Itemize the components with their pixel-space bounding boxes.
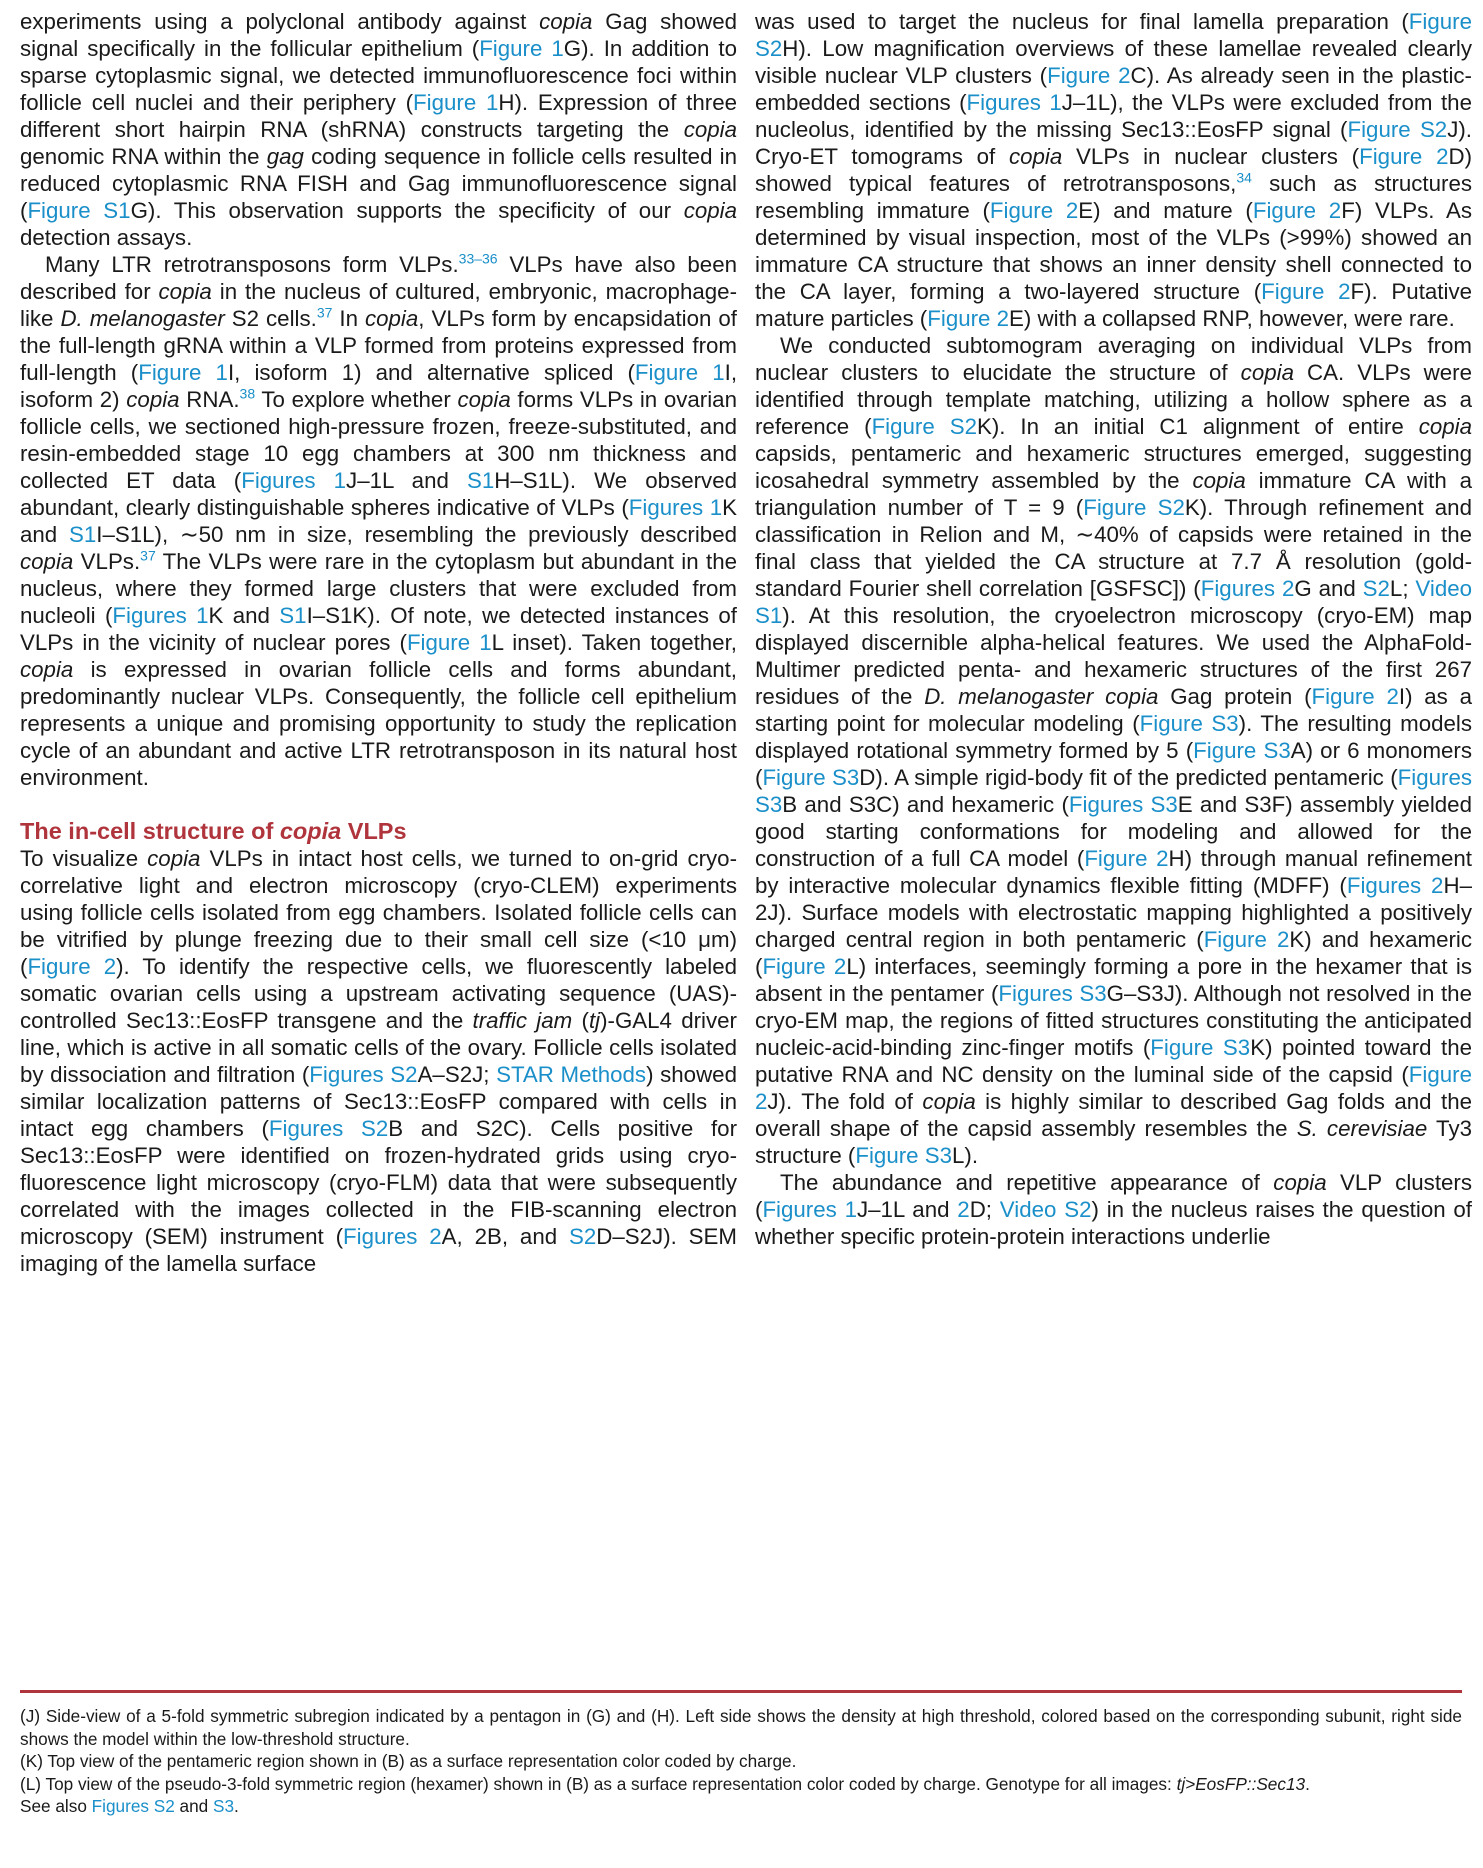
figure-reference-link[interactable]: Figure 2 — [755, 1062, 1472, 1114]
figure-reference-link[interactable]: Figure S3 — [762, 765, 860, 790]
figure-reference-link[interactable]: Figure 1 — [479, 36, 564, 61]
italic-term: D. melanogaster — [60, 306, 225, 331]
figure-reference-link[interactable]: Figure 2 — [1252, 198, 1342, 223]
italic-term: tj>EosFP::Sec13 — [1176, 1773, 1306, 1794]
figure-reference-link[interactable]: Figures S2 — [268, 1116, 389, 1141]
figure-reference-link[interactable]: Figures S2 — [309, 1062, 418, 1087]
left-text-column — [20, 8, 737, 1277]
figure-reference-link[interactable]: Figure 2 — [1084, 846, 1169, 871]
figure-reference-link[interactable]: Figures S2 — [91, 1796, 175, 1817]
figure-caption — [20, 1705, 1462, 1818]
caption-divider — [20, 1690, 1462, 1693]
figure-reference-link[interactable]: S1 — [279, 603, 307, 628]
citation-superscript[interactable]: 33–36 — [458, 250, 498, 267]
figure-reference-link[interactable]: Figures 2 — [1200, 576, 1295, 601]
italic-term: gag — [266, 144, 304, 169]
body-paragraph: Many LTR retrotransposons form VLPs.$^{33-36}$ VLPs have also been described for copia in the nucleus of cultured, embryonic, macrophage-like D. melanogaster S2 cells.$^{37}$ In copia, VLPs form by encapsidation of the full-length gRNA within a VLP formed from proteins expressed from full-length (Figure 1I, isoform 1) and alternative spliced (Figure 1I, isoform 2) copia RNA.$^{38}$ To explore whether copia forms VLPs in ovarian follicle cells, we sectioned high-pressure frozen, freeze-substituted, and resin-embedded stage 10 egg chambers at 300 nm thickness and collected ET data (Figures 1J–1L and S1H–S1L). We observed abundant, clearly distinguishable spheres indicative of VLPs (Figures 1K and S1I–S1L), ∼50 nm in size, resembling the previously described copia VLPs.$^{37}$ The VLPs were rare in the cytoplasm but abundant in the nucleus, where they formed large clusters that were excluded from nucleoli (Figures 1K and S1I–S1K). Of note, we detected instances of VLPs in the vicinity of nuclear pores (Figure 1L inset). Taken together, copia is expressed in ovarian follicle cells and forms abundant, predominantly nuclear VLPs. Consequently, the follicle cell epithelium represents a unique and promising opportunity to study the replication cycle of an abundant and active LTR retrotransposon in its natural host environment. — [20, 250, 738, 790]
figure-reference-link[interactable]: Figures S3 — [998, 981, 1107, 1006]
italic-term: copia — [1240, 360, 1294, 385]
caption-line: (J) Side-view of a 5-fold symmetric subregion indicated by a pentagon in (G) and (H). Left side shows the density at high threshold, colored based on the corresponding subunit, right side shows the model within the low-threshold structure. — [20, 1706, 1462, 1749]
italic-term: copia — [279, 818, 342, 844]
figure-reference-link[interactable]: Figure 1 — [406, 630, 492, 655]
italic-term: S. cerevisiae — [1296, 1116, 1428, 1141]
figure-reference-link[interactable]: Figure 2 — [1047, 63, 1131, 88]
figure-reference-link[interactable]: Figure 1 — [634, 360, 725, 385]
figure-reference-link[interactable]: S1 — [68, 522, 97, 547]
body-paragraph: experiments using a polyclonal antibody against copia Gag showed signal specifically in the follicular epithelium (Figure 1G). In addition to sparse cytoplasmic signal, we detected immunofluorescence foci within follicle cell nuclei and their periphery (Figure 1H). Expression of three different short hairpin RNA (shRNA) constructs targeting the copia genomic RNA within the gag coding sequence in follicle cells resulted in reduced cytoplasmic RNA FISH and Gag immunofluorescence signal (Figure S1G). This observation supports the specificity of our copia detection assays. — [20, 9, 738, 250]
figure-reference-link[interactable]: Figure 2 — [27, 954, 117, 979]
italic-term: copia — [1418, 414, 1472, 439]
body-paragraph: was used to target the nucleus for final lamella preparation (Figure S2H). Low magnification overviews of these lamellae revealed clearly visible nuclear VLP clusters (Figure 2C). As already seen in the plastic-embedded sections (Figures 1J–1L), the VLPs were excluded from the nucleolus, identified by the missing Sec13::EosFP signal (Figure S2J). Cryo-ET tomograms of copia VLPs in nuclear clusters (Figure 2D) showed typical features of retrotransposons,$^{34}$ such as structures resembling immature (Figure 2E) and mature (Figure 2F) VLPs. As determined by visual inspection, most of the VLPs (>99%) showed an immature CA structure that shows an inner density shell connected to the CA layer, forming a two-layered structure (Figure 2F). Putative mature particles (Figure 2E) with a collapsed RNP, however, were rare. — [755, 9, 1473, 331]
figure-reference-link[interactable]: Figures 1 — [112, 603, 209, 628]
figure-reference-link[interactable]: Figure 2 — [1261, 279, 1351, 304]
figure-reference-link[interactable]: Video S2 — [999, 1197, 1092, 1222]
figure-reference-link[interactable]: Figure 2 — [1359, 144, 1449, 169]
citation-superscript[interactable]: 34 — [1236, 169, 1252, 186]
figure-reference-link[interactable]: Figures 1 — [762, 1197, 857, 1222]
italic-term: copia — [364, 306, 419, 331]
figure-reference-link[interactable]: Figures 1 — [966, 90, 1062, 115]
figure-reference-link[interactable]: Figure 2 — [927, 306, 1010, 331]
figure-reference-link[interactable]: Figure S1 — [27, 198, 131, 223]
figure-reference-link[interactable]: Figure 2 — [762, 954, 847, 979]
figure-reference-link[interactable]: Figure 2 — [1311, 684, 1399, 709]
body-paragraph: The abundance and repetitive appearance of copia VLP clusters (Figures 1J–1L and 2D; Video S2) in the nucleus raises the question of whether specific protein-protein interactions underlie — [755, 1170, 1472, 1249]
figure-reference-link[interactable]: Figures 1 — [628, 495, 723, 520]
body-paragraph: We conducted subtomogram averaging on individual VLPs from nuclear clusters to elucidate the structure of copia CA. VLPs were identified through template matching, utilizing a hollow sphere as a reference (Figure S2K). In an initial C1 alignment of entire copia capsids, pentameric and hexameric structures emerged, suggesting icosahedral symmetry assembled by the copia immature CA with a triangulation number of T = 9 (Figure S2K). Through refinement and classification in Relion and M, ∼40% of capsids were retained in the final class that yielded the CA structure at 7.7 Å resolution (gold-standard Fourier shell correlation [GSFSC]) (Figures 2G and S2L; Video S1). At this resolution, the cryoelectron microscopy (cryo-EM) map displayed discernible alpha-helical features. We used the AlphaFold-Multimer predicted penta- and hexameric structures of the first 267 residues of the D. melanogaster copia Gag protein (Figure 2I) as a starting point for molecular modeling (Figure S3). The resulting models displayed rotational symmetry formed by 5 (Figure S3A) or 6 monomers (Figure S3D). A simple rigid-body fit of the predicted pentameric (Figures S3B and S3C) and hexameric (Figures S3E and S3F) assembly yielded good starting conformations for modeling and allowed for the construction of a full CA model (Figure 2H) through manual refinement by interactive molecular dynamics flexible fitting (MDFF) (Figures 2H–2J). Surface models with electrostatic mapping highlighted a positively charged central region in both pentameric (Figure 2K) and hexameric (Figure 2L) interfaces, seemingly forming a pore in the hexamer that is absent in the pentamer (Figures S3G–S3J). Although not resolved in the cryo-EM map, the regions of fitted structures constituting the anticipated nucleic-acid-binding zinc-finger motifs (Figure S3K) pointed toward the putative RNA and NC density on the luminal side of the capsid (Figure 2J). The fold of copia is highly similar to described Gag folds and the overall shape of the capsid assembly resembles the S. cerevisiae Ty3 structure (Figure S3L). — [755, 333, 1473, 1168]
figure-reference-link[interactable]: Figure S2 — [871, 414, 977, 439]
italic-term: copia — [158, 279, 212, 304]
italic-term: tj — [588, 1008, 601, 1033]
citation-superscript[interactable]: 37 — [140, 547, 156, 564]
figure-reference-link[interactable]: Figures 2 — [343, 1224, 442, 1249]
caption-line: (L) Top view of the pseudo-3-fold symmetric region (hexamer) shown in (B) as a surface representation color coded by charge. Genotype for all images: tj>EosFP::Sec13. — [20, 1773, 1310, 1794]
italic-term: copia — [20, 657, 74, 682]
figure-reference-link[interactable]: Figure 1 — [138, 360, 228, 385]
citation-superscript[interactable]: 37 — [316, 304, 333, 321]
italic-term: copia — [147, 846, 201, 871]
figure-reference-link[interactable]: S2 — [568, 1224, 597, 1249]
italic-term: copia — [20, 549, 74, 574]
figure-reference-link[interactable]: Figure S2 — [1083, 495, 1185, 520]
figure-reference-link[interactable]: Figure S2 — [1347, 117, 1448, 142]
italic-term: copia — [683, 198, 737, 223]
figure-reference-link[interactable]: 2 — [957, 1197, 970, 1222]
figure-reference-link[interactable]: Video S1 — [755, 576, 1473, 628]
italic-term: copia — [1273, 1170, 1327, 1195]
figure-reference-link[interactable]: Figures 1 — [241, 468, 347, 493]
figure-reference-link[interactable]: STAR Methods — [496, 1062, 647, 1087]
italic-term: copia — [1008, 144, 1063, 169]
section-heading: The in-cell structure of copia VLPs — [20, 818, 407, 844]
caption-line: See also Figures S2 and S3. — [20, 1796, 239, 1817]
figure-reference-link[interactable]: S1 — [466, 468, 495, 493]
italic-term: copia — [457, 387, 511, 412]
right-text-column — [755, 8, 1472, 1250]
figure-reference-link[interactable]: S3 — [213, 1796, 235, 1817]
italic-term: copia — [126, 387, 180, 412]
caption-line: (K) Top view of the pentameric region shown in (B) as a surface representation color coded by charge. — [20, 1751, 797, 1772]
figure-reference-link[interactable]: Figure S3 — [1193, 738, 1291, 763]
figure-reference-link[interactable]: Figure 2 — [1203, 927, 1290, 952]
italic-term: copia — [922, 1089, 976, 1114]
italic-term: copia — [683, 117, 737, 142]
body-paragraph: To visualize copia VLPs in intact host cells, we turned to on-grid cryo-correlative light and electron microscopy (cryo-CLEM) experiments using follicle cells isolated from egg chambers. Isolated follicle cells can be vitrified by plunge freezing due to their small cell size (<10 μm) (Figure 2). To identify the respective cells, we fluorescently labeled somatic ovarian cells using a upstream activating sequence (UAS)-controlled Sec13::EosFP transgene and the traffic jam (tj)-GAL4 driver line, which is active in all somatic cells of the ovary. Follicle cells isolated by dissociation and filtration (Figures S2A–S2J; STAR Methods) showed similar localization patterns of Sec13::EosFP compared with cells in intact egg chambers (Figures S2B and S2C). Cells positive for Sec13::EosFP were identified on frozen-hydrated grids using cryo-fluorescence light microscopy (cryo-FLM) data that were subsequently correlated with the images collected in the FIB-scanning electron microscopy (SEM) instrument (Figures 2A, 2B, and S2D–S2J). SEM imaging of the lamella surface — [20, 846, 738, 1276]
figure-reference-link[interactable]: Figure S3 — [1139, 711, 1239, 736]
figure-reference-link[interactable]: Figures 2 — [1346, 873, 1444, 898]
italic-term: copia — [1192, 468, 1246, 493]
figure-reference-link[interactable]: S2 — [1362, 576, 1390, 601]
figure-reference-link[interactable]: Figure 2 — [989, 198, 1079, 223]
italic-term: copia — [539, 9, 593, 34]
figure-reference-link[interactable]: Figure S3 — [1150, 1035, 1251, 1060]
italic-term: traffic jam — [472, 1008, 573, 1033]
figure-reference-link[interactable]: Figure S3 — [855, 1143, 953, 1168]
figure-reference-link[interactable]: Figure 1 — [413, 90, 499, 115]
figure-reference-link[interactable]: Figures S3 — [755, 765, 1472, 817]
citation-superscript[interactable]: 38 — [239, 385, 256, 402]
figure-reference-link[interactable]: Figures S3 — [1068, 792, 1178, 817]
figure-reference-link[interactable]: Figure S2 — [755, 9, 1472, 61]
italic-term: D. melanogaster copia — [924, 684, 1159, 709]
